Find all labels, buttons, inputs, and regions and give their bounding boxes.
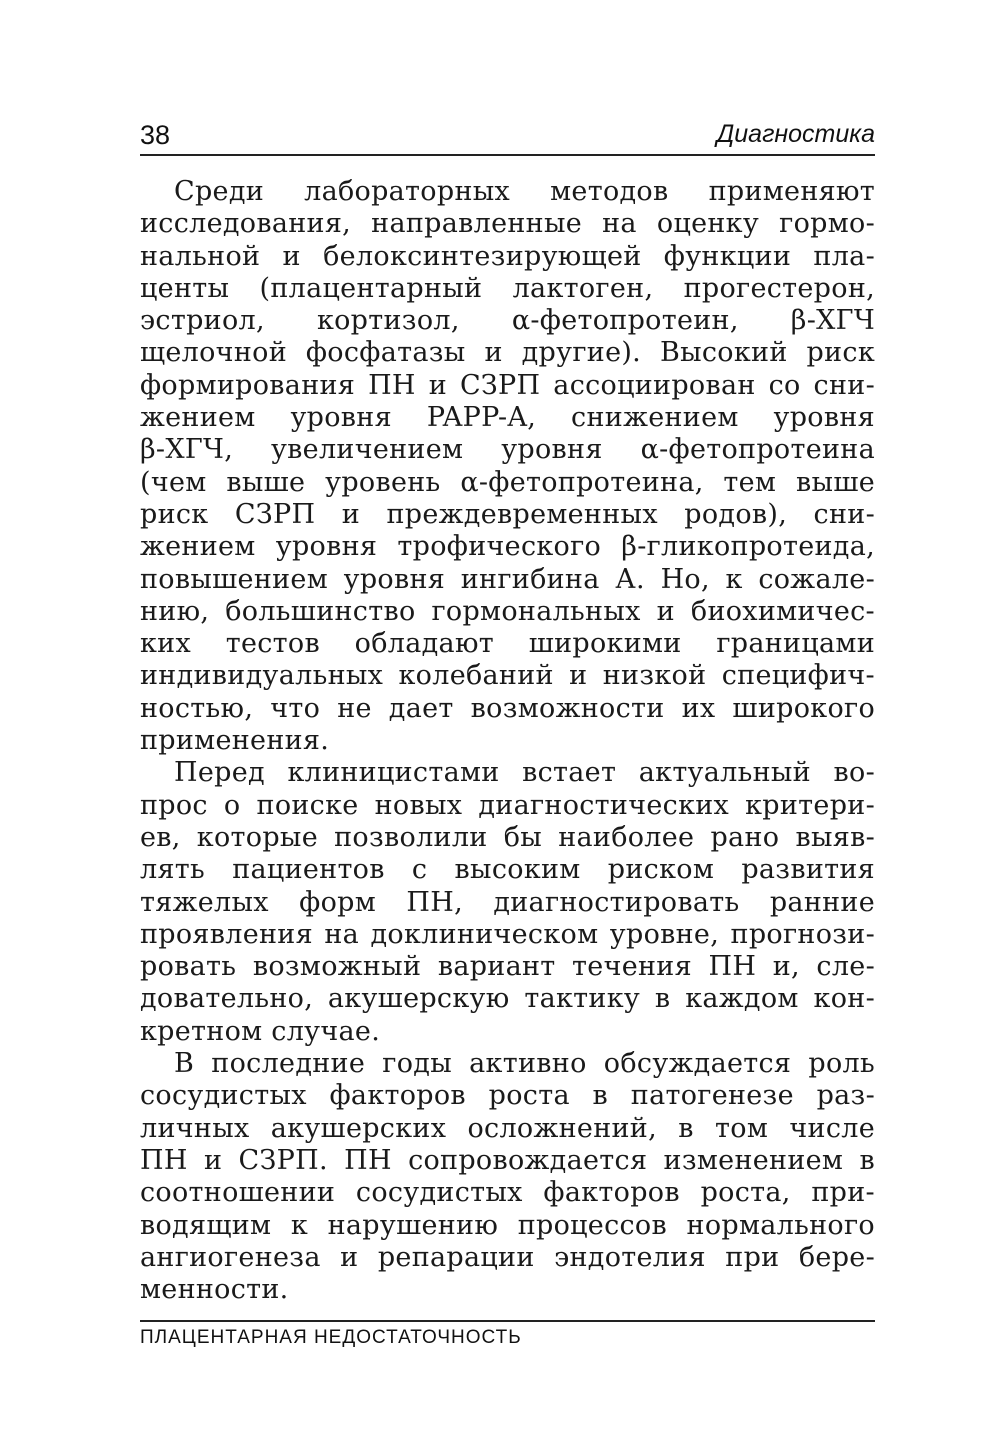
text-line: соотношении сосудистых факторов роста, при- (140, 1177, 875, 1209)
text-line: повышением уровня ингибина А. Но, к сожале- (140, 563, 875, 595)
text-line: прос о поиске новых диагностических критери- (140, 789, 875, 821)
text-line: ев, которые позволили бы наиболее рано выяв- (140, 821, 875, 853)
text-line: В последние годы активно обсуждается роль (174, 1048, 875, 1080)
text-line: водящим к нарушению процессов нормального (140, 1209, 875, 1241)
text-line: проявления на доклиническом уровне, прогнози- (140, 918, 875, 950)
text-line: щелочной фосфатазы и другие). Высокий риск (140, 337, 875, 369)
page-number: 38 (140, 120, 171, 150)
text-line: менности. (140, 1274, 289, 1306)
text-line: жением уровня PAPP-A, снижением уровня (140, 402, 875, 434)
text-line: лять пациентов с высоким риском развития (140, 854, 875, 886)
text-line: исследования, направленные на оценку гормо- (140, 208, 875, 240)
text-line: кретном случае. (140, 1015, 381, 1047)
text-line: сосудистых факторов роста в патогенезе раз- (140, 1080, 875, 1112)
page-header (140, 118, 875, 156)
text-line: ПН и СЗРП. ПН сопровождается изменением в (140, 1144, 875, 1176)
text-line: β-ХГЧ, увеличением уровня α-фетопротеина (140, 434, 875, 466)
text-line: применения. (140, 725, 330, 757)
text-line: личных акушерских осложнений, в том числе (140, 1112, 875, 1144)
text-line: риск СЗРП и преждевременных родов), сни- (140, 498, 875, 530)
text-line: нальной и белоксинтезирующей функции пла- (140, 240, 875, 272)
text-line: нию, большинство гормональных и биохимичес- (140, 595, 875, 627)
paragraph (140, 757, 875, 1048)
text-line: ностью, что не дает возможности их широкого (140, 692, 875, 724)
paragraph (140, 176, 875, 757)
text-line: тяжелых форм ПН, диагностировать ранние (140, 886, 875, 918)
text-line: ангиогенеза и репарации эндотелия при бере- (140, 1241, 875, 1273)
text-line: ких тестов обладают широкими границами (140, 628, 875, 660)
text-line: формирования ПН и СЗРП ассоциирован со сни- (140, 369, 875, 401)
running-head: Диагностика (716, 120, 875, 148)
book-title: ПЛАЦЕНТАРНАЯ НЕДОСТАТОЧНОСТЬ (140, 1327, 522, 1348)
text-line: центы (плацентарный лактоген, прогестерон, (140, 272, 875, 304)
text-line: индивидуальных колебаний и низкой специфич- (140, 660, 875, 692)
text-line: Перед клиницистами встает актуальный во- (174, 757, 875, 789)
text-line: Среди лабораторных методов применяют (174, 176, 875, 207)
text-line: жением уровня трофического β-гликопротеида, (140, 531, 875, 563)
text-line: эстриол, кортизол, α-фетопротеин, β-ХГЧ (140, 305, 875, 337)
page-footer (140, 1320, 875, 1349)
paragraph (140, 1048, 875, 1306)
body-text (140, 176, 875, 1306)
text-line: ровать возможный вариант течения ПН и, сле- (140, 951, 875, 983)
text-line: довательно, акушерскую тактику в каждом кон- (140, 983, 875, 1015)
text-line: (чем выше уровень α-фетопротеина, тем выше (140, 466, 875, 498)
